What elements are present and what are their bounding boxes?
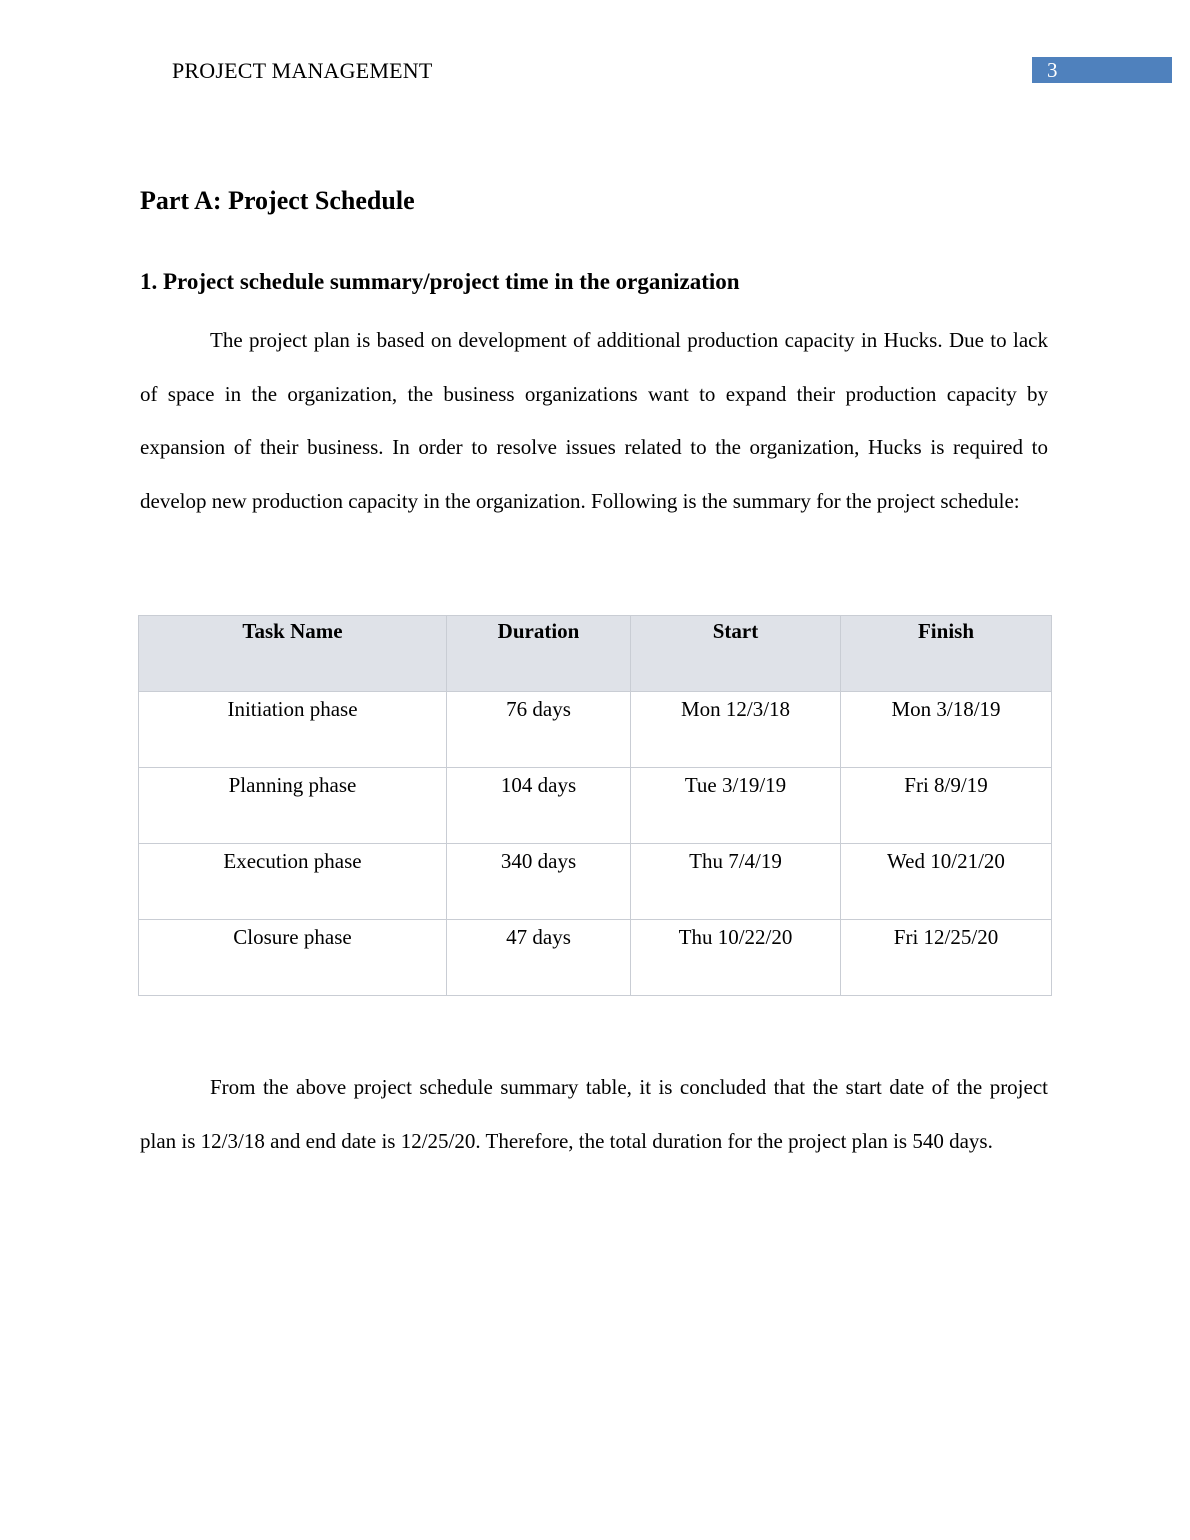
table-row [139, 844, 1052, 920]
task-name-cell: Execution phase [139, 844, 447, 920]
finish-cell: Wed 10/21/20 [841, 844, 1052, 920]
duration-cell: 340 days [447, 844, 631, 920]
finish-cell: Fri 12/25/20 [841, 920, 1052, 996]
column-header-finish: Finish [841, 616, 1052, 692]
section-heading: 1. Project schedule summary/project time in the organization [140, 269, 740, 294]
page-number: 3 [1047, 58, 1058, 82]
table-header-row [139, 616, 1052, 692]
column-header-start: Start [631, 616, 841, 692]
duration-cell: 104 days [447, 768, 631, 844]
table-row [139, 920, 1052, 996]
task-name-cell: Initiation phase [139, 692, 447, 768]
page-number-badge [1032, 57, 1172, 83]
part-heading: Part A: Project Schedule [140, 186, 415, 215]
finish-cell: Mon 3/18/19 [841, 692, 1052, 768]
duration-cell: 47 days [447, 920, 631, 996]
table-row [139, 768, 1052, 844]
conclusion-paragraph: From the above project schedule summary table, it is concluded that the start date of the project plan is 12/3/18 and end date is 12/25/20. Therefore, the total duration for the project plan is 540 days. [140, 1075, 1048, 1153]
table-row [139, 692, 1052, 768]
running-header-title: PROJECT MANAGEMENT [172, 58, 433, 83]
column-header-task-name: Task Name [139, 616, 447, 692]
task-name-cell: Closure phase [139, 920, 447, 996]
task-name-cell: Planning phase [139, 768, 447, 844]
intro-paragraph: The project plan is based on development of additional production capacity in Hucks. Due to lack of space in the organization, the business organizations want to expand their production capacity by expansion of their business. In order to resolve issues related to the organization, Hucks is required to develop new production capacity in the organization. Following is the summary for the project schedule: [140, 328, 1048, 513]
start-cell: Mon 12/3/18 [631, 692, 841, 768]
finish-cell: Fri 8/9/19 [841, 768, 1052, 844]
start-cell: Thu 10/22/20 [631, 920, 841, 996]
column-header-duration: Duration [447, 616, 631, 692]
start-cell: Tue 3/19/19 [631, 768, 841, 844]
start-cell: Thu 7/4/19 [631, 844, 841, 920]
duration-cell: 76 days [447, 692, 631, 768]
schedule-summary-table [138, 615, 1052, 996]
